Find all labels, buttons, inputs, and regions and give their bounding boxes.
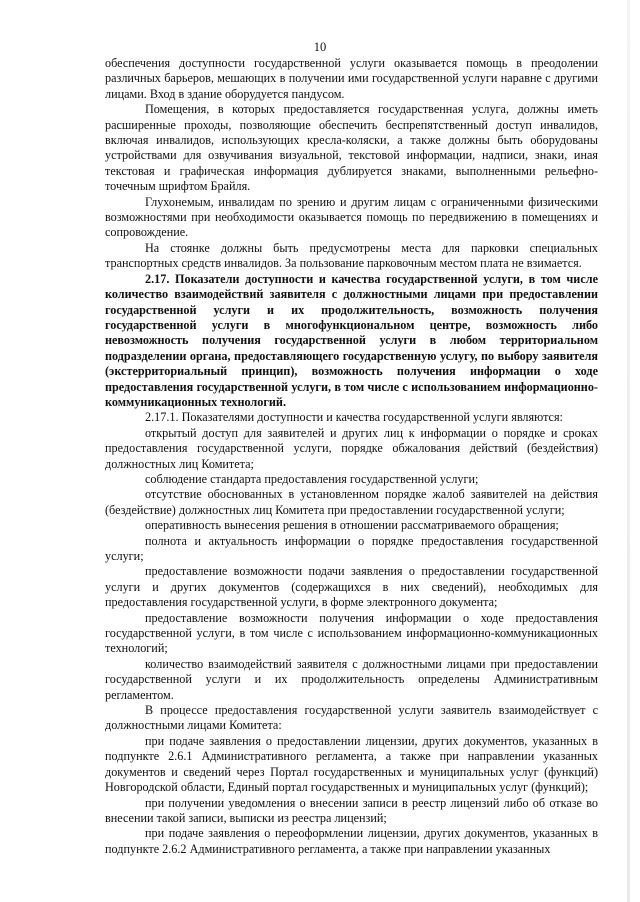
paragraph: обеспечения доступности государственной услуги оказывается помощь в преодолении различных барьеров, мешающих в получении ими государственной услуги наравне с другими лицами. Вход в здание оборудуется пандусом. [105, 56, 598, 101]
paragraph: предоставление возможности получения информации о ходе предоставления государственной услуги, в том числе с использованием информационно-коммуникационных технологий; [105, 610, 598, 656]
scan-edge [627, 0, 630, 902]
paragraph: В процессе предоставления государственной услуги заявитель взаимодействует с должностными лицами Комитета: [105, 703, 598, 733]
paragraph: 2.17.1. Показателями доступности и качества государственной услуги являются: [145, 410, 563, 425]
paragraph: при подаче заявления о предоставлении лицензии, других документов, указанных в подпункте 2.6.1 Административного регламента, а также при направлении указанных документов и сведений через Портал государственных и муниципальных услуг (функций) Новгородской области, Единый портал государственных и муниципальных услуг (функций); [105, 733, 598, 795]
paragraph: оперативность вынесения решения в отношении рассматриваемого обращения; [145, 518, 559, 533]
paragraph: Глухонемым, инвалидам по зрению и другим лицам с ограниченными физическими возможностями при необходимости оказывается помощь по передвижению в помещениях и сопровождение. [105, 194, 598, 240]
document-body [105, 56, 598, 857]
paragraph: при получении уведомления о внесении записи в реестр лицензий либо об отказе во внесении такой записи, выписки из реестра лицензий; [105, 795, 598, 825]
paragraph: Помещения, в которых предоставляется государственная услуга, должны иметь расширенные проходы, позволяющие обеспечить беспрепятственный доступ инвалидов, включая инвалидов, использующих кресла-коляски, а также должны быть оборудованы устройствами для озвучивания визуальной, текстовой информации, надписи, знаки, иная текстовая и графическая информация дублируется знаками, выполненными рельефно-точечным шрифтом Брайля. [105, 102, 598, 194]
paragraph: полнота и актуальность информации о порядке предоставления государственной услуги; [105, 533, 598, 563]
paragraph: соблюдение стандарта предоставления государственной услуги; [145, 471, 479, 486]
paragraph: количество взаимодействий заявителя с должностными лицами при предоставлении государственной услуги и их продолжительность определены Административным регламентом. [105, 656, 598, 702]
paragraph: открытый доступ для заявителей и других лиц к информации о порядке и сроках предоставления государственной услуги, порядке обжалования действий (бездействия) должностных лиц Комитета; [105, 425, 598, 471]
page-number: 10 [313, 40, 327, 54]
paragraph: На стоянке должны быть предусмотрены места для парковки специальных транспортных средств инвалидов. За пользование парковочным местом плата не взимается. [105, 240, 598, 271]
paragraph: 2.17. Показатели доступности и качества государственной услуги, в том числе количество взаимодействий заявителя с должностными лицами при предоставлении государственной услуги и их продолжительность, возможность получения государственной услуги в многофункциональном центре, возможность либо невозможность получения государственной услуги в любом территориальном подразделении органа, предоставляющего государственную услугу, по выбору заявителя (экстерриториальный принцип), возможность получения информации о ходе предоставления государственной услуги, в том числе с использованием информационно-коммуникационных технологий. [105, 271, 598, 409]
paragraph: предоставление возможности подачи заявления о предоставлении государственной услуги и других документов (содержащихся в них сведений), необходимых для предоставления государственной услуги, в форме электронного документа; [105, 564, 598, 610]
paragraph: отсутствие обоснованных в установленном порядке жалоб заявителей на действия (бездействие) должностных лиц Комитета при предоставлении государственной услуги; [105, 487, 598, 517]
paragraph: при подаче заявления о переоформлении лицензии, других документов, указанных в подпункте 2.6.2 Административного регламента, а также при направлении указанных [105, 826, 598, 856]
